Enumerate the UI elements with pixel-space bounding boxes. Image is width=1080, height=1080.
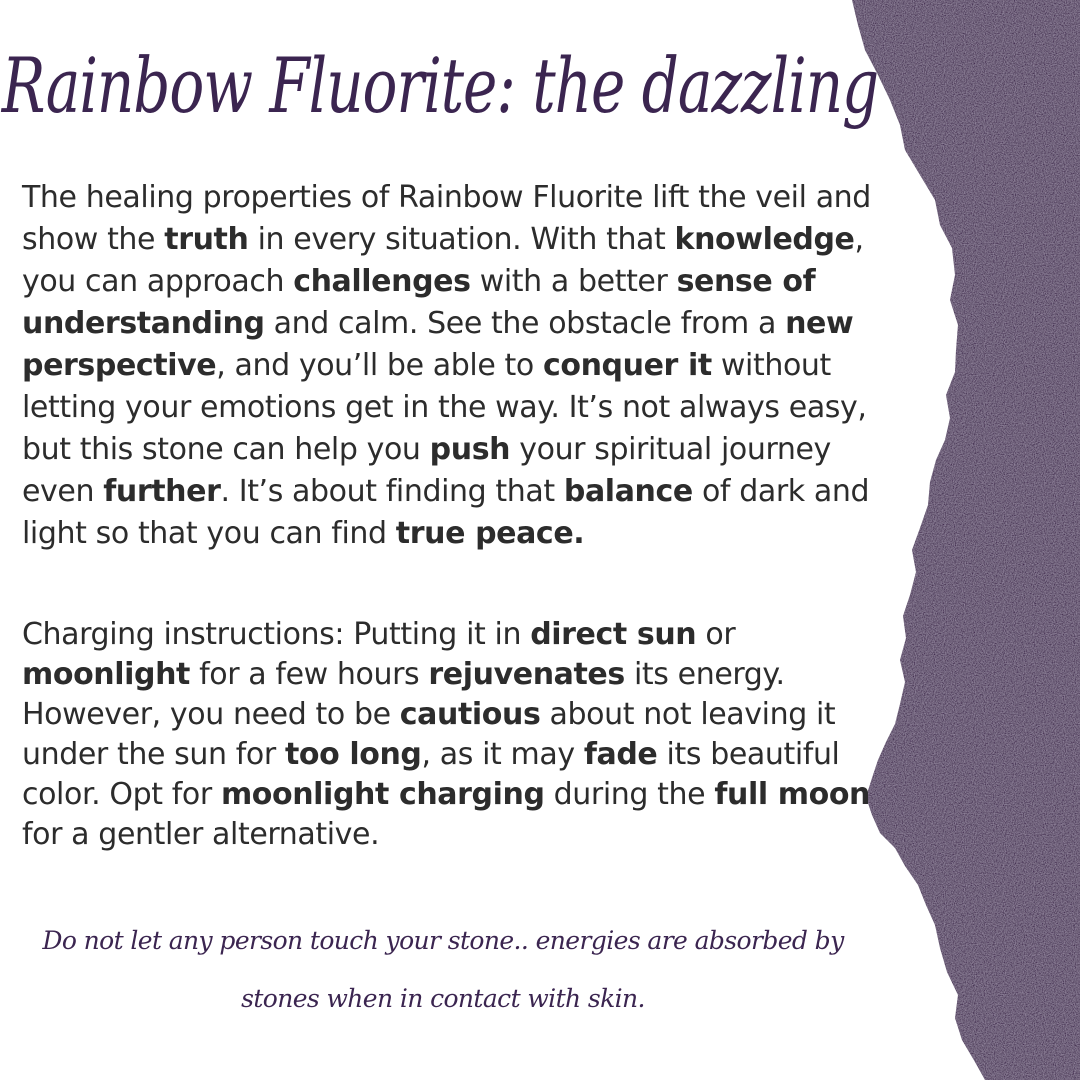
- emphasized-text: full moon: [714, 777, 871, 812]
- text-run: and calm. See the obstacle from a: [264, 306, 786, 341]
- emphasized-text: moonlight: [22, 657, 190, 692]
- text-run: of dark and light so that you can find: [22, 474, 870, 551]
- emphasized-text: further: [103, 474, 221, 509]
- emphasized-text: conquer it: [542, 348, 712, 383]
- emphasized-text: fade: [583, 737, 658, 772]
- footer-note: Do not let any person touch your stone.. energies are absorbed by stones when in contact with skin.: [42, 926, 844, 1013]
- text-run: . It’s about finding that: [220, 474, 564, 509]
- text-run: without letting your emotions get in the way. It’s not always easy, but this stone can help you: [22, 348, 867, 467]
- emphasized-text: cautious: [399, 697, 541, 732]
- emphasized-text: push: [429, 432, 511, 467]
- emphasized-text: new perspective: [22, 306, 854, 383]
- text-run: in every situation. With that: [248, 222, 675, 257]
- text-run: your spiritual journey even: [22, 432, 831, 509]
- text-run: during the: [544, 777, 715, 812]
- emphasized-text: sense of understanding: [22, 264, 816, 341]
- emphasized-text: knowledge: [674, 222, 855, 257]
- emphasized-text: moonlight charging: [220, 777, 545, 812]
- page-title: Rainbow Fluorite: the dazzling: [1, 41, 879, 130]
- text-run: for a gentler alternative.: [22, 817, 380, 852]
- emphasized-text: rejuvenates: [428, 657, 625, 692]
- text-run: , you can approach: [22, 222, 864, 299]
- emphasized-text: true peace.: [395, 516, 585, 551]
- torn-paper-shape: [852, 0, 1080, 1080]
- properties-paragraph: [22, 177, 872, 555]
- text-run: The healing properties of Rainbow Fluorite lift the veil and show the: [22, 180, 871, 257]
- text-run: , and you’ll be able to: [216, 348, 543, 383]
- emphasized-text: truth: [164, 222, 249, 257]
- text-run: its beautiful color. Opt for: [22, 737, 840, 812]
- emphasized-text: challenges: [293, 264, 471, 299]
- text-run: its energy. However, you need to be: [22, 657, 785, 732]
- charging-instructions-paragraph: [22, 615, 872, 855]
- emphasized-text: balance: [563, 474, 693, 509]
- text-run: with a better: [470, 264, 677, 299]
- text-run: Charging instructions: Putting it in: [22, 617, 531, 652]
- emphasized-text: direct sun: [530, 617, 697, 652]
- text-run: for a few hours: [189, 657, 429, 692]
- text-run: or: [696, 617, 736, 652]
- text-run: , as it may: [421, 737, 584, 772]
- emphasized-text: too long: [284, 737, 422, 772]
- text-run: about not leaving it under the sun for: [22, 697, 836, 772]
